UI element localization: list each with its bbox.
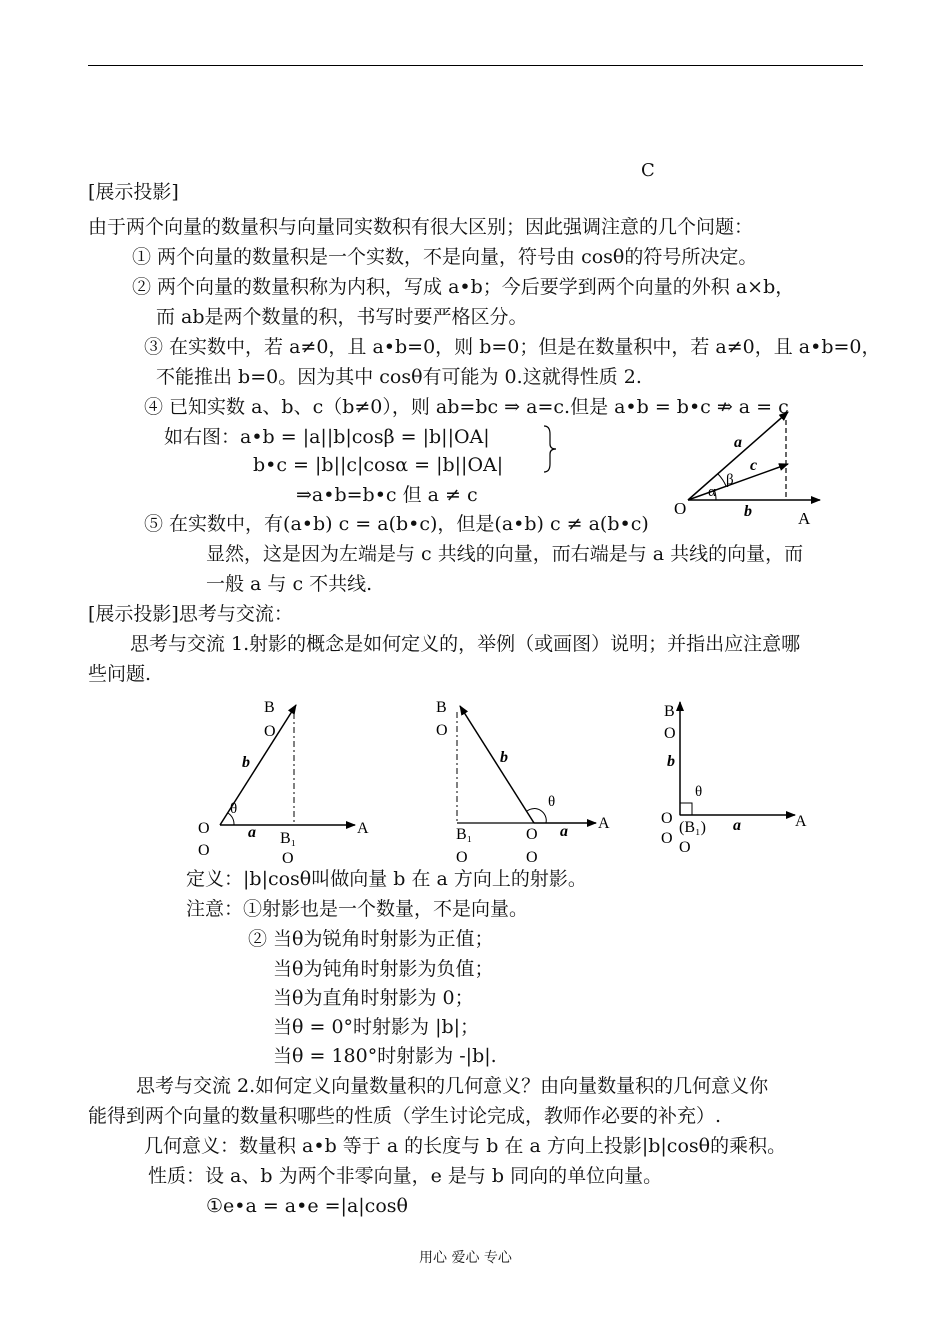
label-beta: β [726, 472, 734, 488]
label-O: O [282, 850, 294, 867]
header-letter: C [641, 160, 655, 181]
note-line: 当θ为直角时射影为 0； [273, 987, 474, 1009]
note-line: ② 当θ为锐角时射影为正值； [248, 928, 494, 950]
label-O: O [661, 830, 673, 847]
label-O: O [679, 839, 691, 856]
text-line: 性质：设 a、b 为两个非零向量，e 是与 b 同向的单位向量。 [148, 1165, 663, 1187]
label-B: B [264, 699, 275, 716]
label-A: A [357, 820, 369, 837]
text-line: 思考与交流 2.如何定义向量数量积的几何意义？由向量数量积的几何意义你 [136, 1075, 769, 1097]
footer-text: 用心 爱心 专心 [419, 1250, 512, 1266]
text-line: 不能推出 b=0。因为其中 cosθ有可能为 0.这就得性质 2. [156, 366, 642, 388]
label-B1: B₁ [456, 826, 473, 843]
label-b: b [667, 753, 675, 770]
label-b: b [500, 749, 508, 766]
text-line: ② 两个向量的数量积称为内积，写成 a•b；今后要学到两个向量的外积 a×b， [132, 276, 795, 298]
label-a: a [734, 434, 742, 451]
label-theta: θ [695, 784, 703, 800]
label-O: O [198, 842, 210, 859]
note-line: 当θ = 0°时射影为 |b|； [273, 1016, 480, 1038]
text-line: ④ 已知实数 a、b、c（b≠0），则 ab=bc ⇒ a=c.但是 a•b = b•c ⇏ a = c [144, 396, 789, 418]
label-O: O [526, 826, 538, 843]
label-O: O [456, 849, 468, 866]
text-line: 一般 a 与 c 不共线. [206, 573, 373, 595]
definition-line: 定义：|b|cosθ叫做向量 b 在 a 方向上的射影。 [186, 868, 587, 890]
label-a: a [248, 824, 256, 841]
text-line: ③ 在实数中，若 a≠0，且 a•b=0，则 b=0；但是在数量积中，若 a≠0，且 a•b=0， [144, 336, 881, 358]
text-line: 能得到两个向量的数量积哪些的性质（学生讨论完成，教师作必要的补充）. [88, 1105, 722, 1127]
label-A: A [798, 509, 811, 528]
formula-line: ①e•a = a•e =|a|cosθ [206, 1195, 408, 1217]
brace-icon [540, 424, 560, 474]
vector-a-arrow [688, 412, 788, 500]
text-line: ⑤ 在实数中，有(a•b) c = a(b•c)，但是(a•b) c ≠ a(b•c) [144, 513, 649, 535]
projection-figure-acute [190, 695, 390, 870]
label-B1: (B₁) [679, 819, 706, 836]
projection-figure-obtuse [430, 690, 630, 870]
text-line: 而 ab是两个数量的积，书写时要严格区分。 [156, 306, 528, 328]
label-alpha: α [708, 484, 716, 500]
section-label: [展示投影]思考与交流： [88, 603, 293, 625]
label-A: A [795, 813, 807, 830]
label-B: B [436, 699, 447, 716]
vector-c-arrow [688, 464, 788, 500]
label-b: b [242, 754, 250, 771]
note-line: 当θ为钝角时射影为负值； [273, 958, 494, 980]
header-rule [88, 65, 863, 66]
text-line: 些问题. [88, 663, 152, 685]
vector-b-arrow [460, 706, 534, 823]
label-theta: θ [230, 801, 238, 817]
text-line: 几何意义：数量积 a•b 等于 a 的长度与 b 在 a 方向上投影|b|cosθ的乘积。 [144, 1135, 787, 1157]
label-theta: θ [548, 794, 556, 810]
label-B1: B₁ [280, 830, 297, 847]
formula-line: b•c = |b||c|cosα = |b||OA| [253, 454, 504, 476]
label-O: O [674, 499, 687, 518]
label-c: c [750, 457, 758, 474]
vector-figure-right [670, 410, 840, 530]
note-line: 当θ = 180°时射影为 -|b|. [273, 1045, 497, 1067]
section-label: [展示投影] [88, 181, 179, 203]
note-line: 注意：①射影也是一个数量，不是向量。 [186, 898, 529, 920]
label-O: O [661, 810, 673, 827]
label-O: O [436, 722, 448, 739]
label-O: O [198, 820, 210, 837]
formula-line: ⇒a•b=b•c 但 a ≠ c [296, 484, 478, 506]
label-a: a [560, 823, 568, 840]
projection-figure-right-angle [655, 690, 825, 870]
text-line: 思考与交流 1.射影的概念是如何定义的，举例（或画图）说明；并指出应注意哪 [130, 633, 801, 655]
label-O: O [664, 725, 676, 742]
label-A: A [598, 815, 610, 832]
label-O: O [526, 849, 538, 866]
text-line: 显然，这是因为左端是与 c 共线的向量，而右端是与 a 共线的向量，而 [206, 543, 804, 565]
label-b: b [744, 503, 752, 520]
text-line: ① 两个向量的数量积是一个实数，不是向量，符号由 cosθ的符号所决定。 [132, 246, 758, 268]
label-a: a [733, 817, 741, 834]
label-B: B [664, 703, 675, 720]
formula-line: 如右图：a•b = |a||b|cosβ = |b||OA| [164, 426, 490, 448]
label-O: O [264, 723, 276, 740]
text-line: 由于两个向量的数量积与向量同实数积有很大区别；因此强调注意的几个问题： [88, 216, 754, 238]
